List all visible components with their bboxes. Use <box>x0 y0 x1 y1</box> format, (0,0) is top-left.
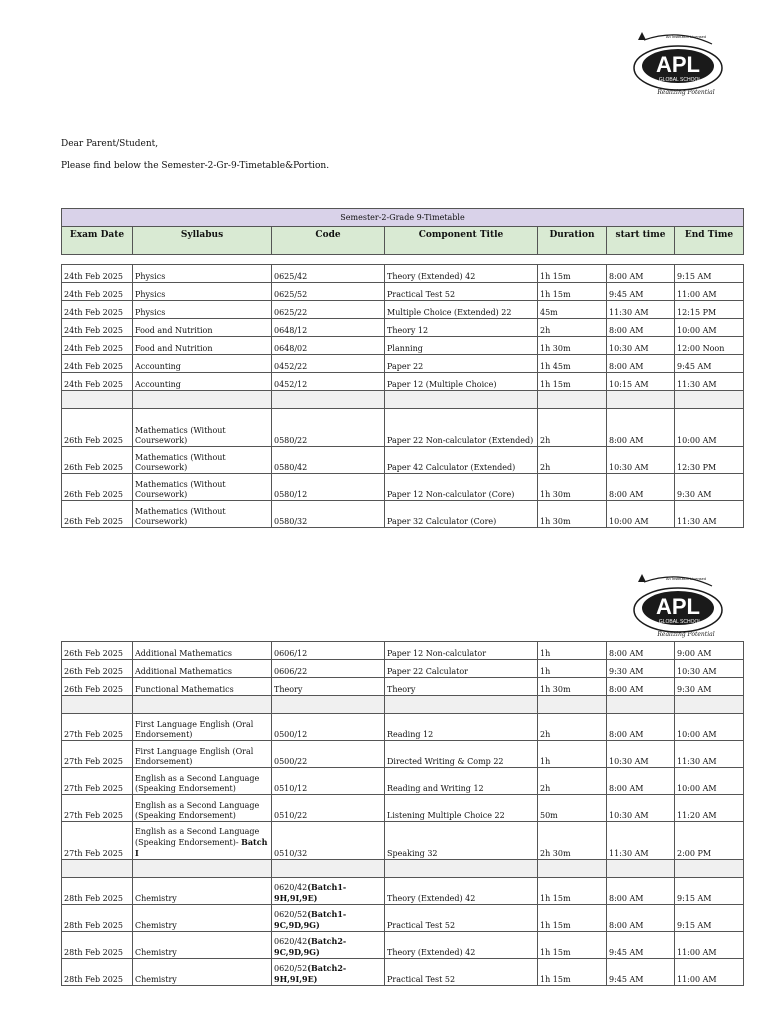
table-row <box>62 265 744 283</box>
table-cell: 0580/12 <box>272 474 385 501</box>
table-header-row <box>62 227 744 255</box>
table-cell: 2h <box>538 409 607 447</box>
table-row <box>62 301 744 319</box>
table-cell: Food and Nutrition <box>133 319 272 337</box>
table-cell: Paper 32 Calculator (Core) <box>385 501 538 528</box>
logo-brand-text: APL <box>656 52 700 77</box>
table-cell: 12:00 Noon <box>675 337 744 355</box>
table-row <box>62 501 744 528</box>
table-cell: Accounting <box>133 373 272 391</box>
table-cell: Physics <box>133 301 272 319</box>
table-cell: Chemistry <box>133 905 272 932</box>
separator-row <box>62 860 744 878</box>
table-row <box>62 660 744 678</box>
table-cell: 1h 15m <box>538 283 607 301</box>
table-cell: 9:45 AM <box>607 959 675 986</box>
table-row <box>62 642 744 660</box>
table-cell: 9:00 AM <box>675 642 744 660</box>
table-cell: 9:30 AM <box>675 474 744 501</box>
table-cell: 27th Feb 2025 <box>62 714 133 741</box>
letter-body: Please find below the Semester-2-Gr-9-Timetable&Portion. <box>61 161 330 171</box>
table-cell: 26th Feb 2025 <box>62 447 133 474</box>
table-cell: 10:15 AM <box>607 373 675 391</box>
table-cell: 1h 15m <box>538 373 607 391</box>
table-cell: Physics <box>133 265 272 283</box>
table-cell: 12:30 PM <box>675 447 744 474</box>
table-cell: Directed Writing & Comp 22 <box>385 741 538 768</box>
table-cell: Speaking 32 <box>385 822 538 860</box>
table-cell: 45m <box>538 301 607 319</box>
table-cell: 12:15 PM <box>675 301 744 319</box>
table-row <box>62 768 744 795</box>
table-cell: Mathematics (Without Coursework) <box>133 474 272 501</box>
col-header-duration: Duration <box>538 227 607 255</box>
table-cell: 8:00 AM <box>607 265 675 283</box>
table-cell: Paper 22 <box>385 355 538 373</box>
logo-subtitle-text: GLOBAL SCHOOL <box>658 619 702 625</box>
table-cell: 11:30 AM <box>675 373 744 391</box>
table-cell: 9:30 AM <box>607 660 675 678</box>
table-cell: 11:30 AM <box>607 301 675 319</box>
table-cell: Theory (Extended) 42 <box>385 878 538 905</box>
table-cell: Additional Mathematics <box>133 642 272 660</box>
table-cell: 24th Feb 2025 <box>62 283 133 301</box>
table-cell: Practical Test 52 <box>385 959 538 986</box>
table-cell: 10:30 AM <box>607 795 675 822</box>
table-title: Semester-2-Grade 9-Timetable <box>62 209 744 227</box>
apl-logo-graphic <box>628 30 728 102</box>
table-cell: 2h <box>538 714 607 741</box>
table-cell: 27th Feb 2025 <box>62 795 133 822</box>
table-cell: 24th Feb 2025 <box>62 337 133 355</box>
table-cell: 10:00 AM <box>607 501 675 528</box>
table-cell: 28th Feb 2025 <box>62 932 133 959</box>
apl-logo-graphic-page2 <box>628 572 728 644</box>
table-cell: 1h 15m <box>538 932 607 959</box>
logo-tagline: Realizing Potential <box>657 89 715 96</box>
table-row <box>62 714 744 741</box>
logo-arc-text: An Institution Licensed <box>665 576 707 581</box>
table-row <box>62 741 744 768</box>
table-cell: 10:30 AM <box>607 741 675 768</box>
table-cell: Mathematics (Without Coursework) <box>133 409 272 447</box>
table-cell: 28th Feb 2025 <box>62 905 133 932</box>
table-cell: 24th Feb 2025 <box>62 319 133 337</box>
table-cell: 1h 30m <box>538 501 607 528</box>
table-cell: 11:00 AM <box>675 283 744 301</box>
table-cell: Paper 22 Calculator <box>385 660 538 678</box>
table-cell: 10:00 AM <box>675 714 744 741</box>
table-cell: 9:15 AM <box>675 878 744 905</box>
table-title-row <box>62 209 744 227</box>
batch-note: Batch I <box>135 837 268 858</box>
table-cell: 0648/02 <box>272 337 385 355</box>
table-cell: 10:30 AM <box>675 660 744 678</box>
table-cell: 0625/22 <box>272 301 385 319</box>
table-cell: 26th Feb 2025 <box>62 642 133 660</box>
table-cell: Theory (Extended) 42 <box>385 265 538 283</box>
school-logo <box>628 30 728 102</box>
table-cell: Mathematics (Without Coursework) <box>133 501 272 528</box>
table-cell: 9:15 AM <box>675 265 744 283</box>
table-cell: 8:00 AM <box>607 678 675 696</box>
table-cell: 0606/12 <box>272 642 385 660</box>
table-row <box>62 283 744 301</box>
table-cell: 28th Feb 2025 <box>62 959 133 986</box>
table-cell: 11:30 AM <box>607 822 675 860</box>
table-cell: First Language English (Oral Endorsement) <box>133 741 272 768</box>
table-cell: 2:00 PM <box>675 822 744 860</box>
table-cell: 1h <box>538 660 607 678</box>
col-header-syllabus: Syllabus <box>133 227 272 255</box>
table-cell: 10:00 AM <box>675 768 744 795</box>
table-cell: 1h 45m <box>538 355 607 373</box>
table-cell: Paper 12 Non-calculator (Core) <box>385 474 538 501</box>
table-cell: 10:30 AM <box>607 447 675 474</box>
table-cell: 10:00 AM <box>675 409 744 447</box>
table-cell: Reading 12 <box>385 714 538 741</box>
table-cell: Theory (Extended) 42 <box>385 932 538 959</box>
separator-row <box>62 391 744 409</box>
table-cell: 0510/32 <box>272 822 385 860</box>
table-cell: Chemistry <box>133 932 272 959</box>
table-cell: 1h 15m <box>538 959 607 986</box>
table-cell: Accounting <box>133 355 272 373</box>
table-cell: 8:00 AM <box>607 355 675 373</box>
table-cell: 50m <box>538 795 607 822</box>
table-cell: 2h <box>538 447 607 474</box>
table-row: 28th Feb 2025 Chemistry 0620/52(Batch1-9C,9D,9G) Practical Test 52 1h 15m 8:00 AM 9:15 AM <box>62 905 744 932</box>
table-cell: 0500/22 <box>272 741 385 768</box>
col-header-code: Code <box>272 227 385 255</box>
table-cell: 8:00 AM <box>607 409 675 447</box>
table-cell: Planning <box>385 337 538 355</box>
table-cell: 24th Feb 2025 <box>62 301 133 319</box>
table-row: 28th Feb 2025 Chemistry 0620/42(Batch1-9H,9I,9E) Theory (Extended) 42 1h 15m 8:00 AM 9:15 AM <box>62 878 744 905</box>
table-cell: Chemistry <box>133 959 272 986</box>
table-cell: Mathematics (Without Coursework) <box>133 447 272 474</box>
table-cell: 9:30 AM <box>675 678 744 696</box>
table-cell: Additional Mathematics <box>133 660 272 678</box>
table-row <box>62 319 744 337</box>
table-cell: Paper 12 Non-calculator <box>385 642 538 660</box>
table-cell: 11:00 AM <box>675 959 744 986</box>
table-cell: 26th Feb 2025 <box>62 474 133 501</box>
table-cell: 9:45 AM <box>607 932 675 959</box>
table-cell: 0510/12 <box>272 768 385 795</box>
table-cell: 9:45 AM <box>607 283 675 301</box>
table-cell: 27th Feb 2025 <box>62 741 133 768</box>
logo-brand-text: APL <box>656 594 700 619</box>
logo-subtitle-text: GLOBAL SCHOOL <box>658 77 702 83</box>
table-cell: 26th Feb 2025 <box>62 409 133 447</box>
table-cell: Theory <box>385 678 538 696</box>
table-cell: English as a Second Language (Speaking Endorsement) <box>133 768 272 795</box>
table-cell: 1h 30m <box>538 474 607 501</box>
table-cell: 1h 15m <box>538 905 607 932</box>
timetable-page2 <box>61 641 744 986</box>
table-cell: Food and Nutrition <box>133 337 272 355</box>
table-cell: Reading and Writing 12 <box>385 768 538 795</box>
table-row <box>62 337 744 355</box>
table-cell: Paper 22 Non-calculator (Extended) <box>385 409 538 447</box>
table-cell: 8:00 AM <box>607 319 675 337</box>
table-cell: Theory <box>272 678 385 696</box>
table-row <box>62 409 744 447</box>
table-cell: 0606/22 <box>272 660 385 678</box>
table-row <box>62 373 744 391</box>
table-cell: Practical Test 52 <box>385 905 538 932</box>
logo-tagline: Realizing Potential <box>657 631 715 638</box>
table-cell: 2h <box>538 319 607 337</box>
col-header-exam-date: Exam Date <box>62 227 133 255</box>
school-logo-page2 <box>628 572 728 644</box>
table-cell: Multiple Choice (Extended) 22 <box>385 301 538 319</box>
timetable-page1 <box>61 208 744 528</box>
table-cell: 27th Feb 2025 <box>62 822 133 860</box>
table-cell: 28th Feb 2025 <box>62 878 133 905</box>
table-cell: Theory 12 <box>385 319 538 337</box>
table-cell: 2h <box>538 768 607 795</box>
table-cell: 0580/32 <box>272 501 385 528</box>
table-cell: 1h <box>538 741 607 768</box>
table-row: 27th Feb 2025 English as a Second Language (Speaking Endorsement)- Batch I 0510/32 Speaking 32 2h 30m 11:30 AM 2:00 PM <box>62 822 744 860</box>
table-cell: 0625/52 <box>272 283 385 301</box>
separator-row <box>62 696 744 714</box>
table-cell: English as a Second Language (Speaking Endorsement) <box>133 795 272 822</box>
table-cell: 26th Feb 2025 <box>62 501 133 528</box>
table-cell: 0500/12 <box>272 714 385 741</box>
table-cell: 24th Feb 2025 <box>62 355 133 373</box>
table-cell: 1h 30m <box>538 337 607 355</box>
table-cell: Listening Multiple Choice 22 <box>385 795 538 822</box>
batch-note: (Batch1-9C,9D,9G) <box>274 909 347 930</box>
table-cell: 0452/12 <box>272 373 385 391</box>
batch-note: (Batch2-9C,9D,9G) <box>274 936 347 957</box>
table-cell: 8:00 AM <box>607 878 675 905</box>
table-cell: 11:00 AM <box>675 932 744 959</box>
logo-arc-text: An Institution Licensed <box>665 34 707 39</box>
letter-greeting: Dear Parent/Student, <box>61 139 159 149</box>
table-row <box>62 447 744 474</box>
table-cell: 11:30 AM <box>675 501 744 528</box>
table-cell: 0580/22 <box>272 409 385 447</box>
table-cell: 0625/42 <box>272 265 385 283</box>
table-cell: 9:15 AM <box>675 905 744 932</box>
table-cell: Paper 12 (Multiple Choice) <box>385 373 538 391</box>
table-cell: 8:00 AM <box>607 474 675 501</box>
table-cell: 10:30 AM <box>607 337 675 355</box>
table-row: 28th Feb 2025 Chemistry 0620/42(Batch2-9C,9D,9G) Theory (Extended) 42 1h 15m 9:45 AM 11:00 AM <box>62 932 744 959</box>
table-cell: 26th Feb 2025 <box>62 660 133 678</box>
table-cell: 11:20 AM <box>675 795 744 822</box>
col-header-component-title: Component Title <box>385 227 538 255</box>
table-cell: 8:00 AM <box>607 714 675 741</box>
table-cell: 1h 15m <box>538 265 607 283</box>
table-cell: Chemistry <box>133 878 272 905</box>
table-cell: Practical Test 52 <box>385 283 538 301</box>
table-row <box>62 355 744 373</box>
table-cell: 2h 30m <box>538 822 607 860</box>
table-cell: 0648/12 <box>272 319 385 337</box>
table-row: 28th Feb 2025 Chemistry 0620/52(Batch2-9H,9I,9E) Practical Test 52 1h 15m 9:45 AM 11:00 AM <box>62 959 744 986</box>
table-cell: 9:45 AM <box>675 355 744 373</box>
batch-note: (Batch1-9H,9I,9E) <box>274 882 347 903</box>
table-cell: 1h <box>538 642 607 660</box>
table-cell: 27th Feb 2025 <box>62 768 133 795</box>
col-header-start-time: start time <box>607 227 675 255</box>
table-cell: 1h 15m <box>538 878 607 905</box>
table-cell: 26th Feb 2025 <box>62 678 133 696</box>
table-cell: 10:00 AM <box>675 319 744 337</box>
table-cell: 8:00 AM <box>607 642 675 660</box>
table-cell: Functional Mathematics <box>133 678 272 696</box>
batch-note: (Batch2-9H,9I,9E) <box>274 963 347 984</box>
table-cell: 8:00 AM <box>607 768 675 795</box>
table-cell: First Language English (Oral Endorsement) <box>133 714 272 741</box>
table-cell: 0510/22 <box>272 795 385 822</box>
table-cell: 8:00 AM <box>607 905 675 932</box>
table-cell: 1h 30m <box>538 678 607 696</box>
table-cell: 24th Feb 2025 <box>62 265 133 283</box>
table-cell: 24th Feb 2025 <box>62 373 133 391</box>
table-row <box>62 795 744 822</box>
table-cell: 0580/42 <box>272 447 385 474</box>
table-cell: Physics <box>133 283 272 301</box>
table-row <box>62 678 744 696</box>
table-cell: 0452/22 <box>272 355 385 373</box>
table-cell: Paper 42 Calculator (Extended) <box>385 447 538 474</box>
table-cell: 11:30 AM <box>675 741 744 768</box>
col-header-end-time: End Time <box>675 227 744 255</box>
table-row <box>62 474 744 501</box>
